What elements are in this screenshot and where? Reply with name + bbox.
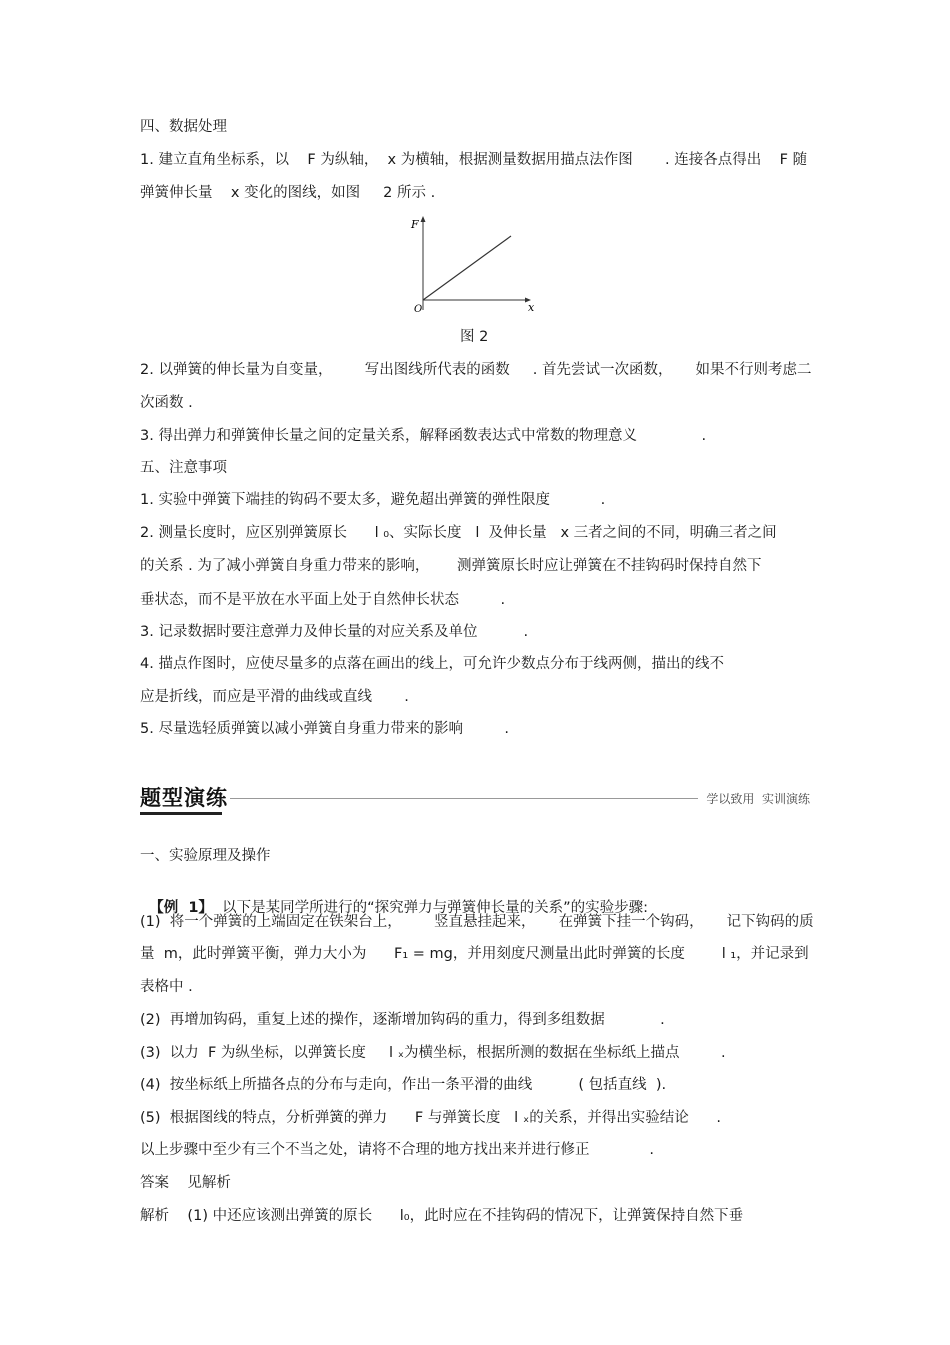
sec5-heading: 五、注意事项 — [140, 460, 227, 476]
sec4-p3: 3. 得出弹力和弹簧伸长量之间的定量关系，解释函数表达式中常数的物理意义 . — [140, 428, 707, 444]
section-header — [140, 782, 810, 814]
origin-label: O — [414, 304, 423, 315]
figure-caption: 图 2 — [460, 329, 489, 345]
analysis-line: 解析 (1) 中还应该测出弹簧的原长 l₀，此时应在不挂钩码的情况下，让弹簧保持自然下垂 — [140, 1208, 744, 1224]
question-summary: 以上步骤中至少有三个不当之处，请将不合理的地方找出来并进行修正 . — [140, 1142, 655, 1158]
sec4-p1-line2: 弹簧伸长量 x 变化的图线，如图 2 所示 . — [140, 185, 436, 201]
x-axis-label: x — [528, 301, 535, 314]
section-title: 题型演练 — [140, 786, 228, 810]
figure-2-graph — [405, 212, 545, 322]
sec4-heading: 四、数据处理 — [140, 119, 227, 135]
section-divider — [230, 798, 698, 799]
step-2: (2) 再增加钩码，重复上述的操作，逐渐增加钩码的重力，得到多组数据 . — [140, 1012, 665, 1028]
y-axis-arrow-icon — [421, 216, 426, 222]
proportional-line — [423, 236, 511, 300]
section-title-underline — [140, 812, 222, 815]
sec4-p1-line1: 1. 建立直角坐标系，以 F 为纵轴， x 为横轴，根据测量数据用描点法作图 . 连接各点得出 F 随 — [140, 152, 808, 168]
step-4: (4) 按坐标纸上所描各点的分布与走向，作出一条平滑的曲线 ( 包括直线 ). — [140, 1077, 667, 1093]
example-label: 【例 1】 — [149, 900, 213, 916]
y-axis-label: F — [411, 218, 419, 231]
answer-line: 答案 见解析 — [140, 1175, 231, 1191]
step-3: (3) 以力 F 为纵坐标，以弹簧长度 l ₓ为横坐标，根据所测的数据在坐标纸上描点 . — [140, 1045, 726, 1061]
section-tagline: 学以致用 实训演练 — [706, 792, 810, 806]
sec5-note-3: 3. 记录数据时要注意弹力及伸长量的对应关系及单位 . — [140, 624, 529, 640]
practice-heading: 一、实验原理及操作 — [140, 848, 271, 864]
step-1-line1: (1) 将一个弹簧的上端固定在铁架台上， 竖直悬挂起来， 在弹簧下挂一个钩码， 记下钩码的质 — [140, 914, 814, 930]
step-1-line3: 表格中 . — [140, 979, 193, 995]
sec4-p2-line2: 次函数 . — [140, 395, 193, 411]
sec4-p2-line1: 2. 以弹簧的伸长量为自变量， 写出图线所代表的函数 . 首先尝试一次函数， 如果不行则考虑二 — [140, 362, 812, 378]
sec5-note-4-line2: 应是折线，而应是平滑的曲线或直线 . — [140, 689, 409, 705]
sec5-note-2-line1: 2. 测量长度时，应区别弹簧原长 l ₀、实际长度 l 及伸长量 x 三者之间的不同，明确三者之间 — [140, 525, 777, 541]
step-1-line2: 量 m，此时弹簧平衡，弹力大小为 F₁ = mg，并用刻度尺测量出此时弹簧的长度 l ₁，并记录到 — [140, 946, 809, 962]
step-5: (5) 根据图线的特点，分析弹簧的弹力 F 与弹簧长度 l ₓ的关系，并得出实验结论 . — [140, 1110, 722, 1126]
sec5-note-2-line3: 垂状态，而不是平放在水平面上处于自然伸长状态 . — [140, 592, 506, 608]
sec5-note-2-line2: 的关系 . 为了减小弹簧自身重力带来的影响， 测弹簧原长时应让弹簧在不挂钩码时保持自然下 — [140, 558, 762, 574]
example-intro-text: 以下是某同学所进行的“探究弹力与弹簧伸长量的关系”的实验步骤: — [212, 900, 649, 916]
sec5-note-1: 1. 实验中弹簧下端挂的钩码不要太多，避免超出弹簧的弹性限度 . — [140, 492, 606, 508]
sec5-note-5: 5. 尽量选轻质弹簧以减小弹簧自身重力带来的影响 . — [140, 721, 510, 737]
sec5-note-4-line1: 4. 描点作图时，应使尽量多的点落在画出的线上，可允许少数点分布于线两侧，描出的线不 — [140, 656, 724, 672]
